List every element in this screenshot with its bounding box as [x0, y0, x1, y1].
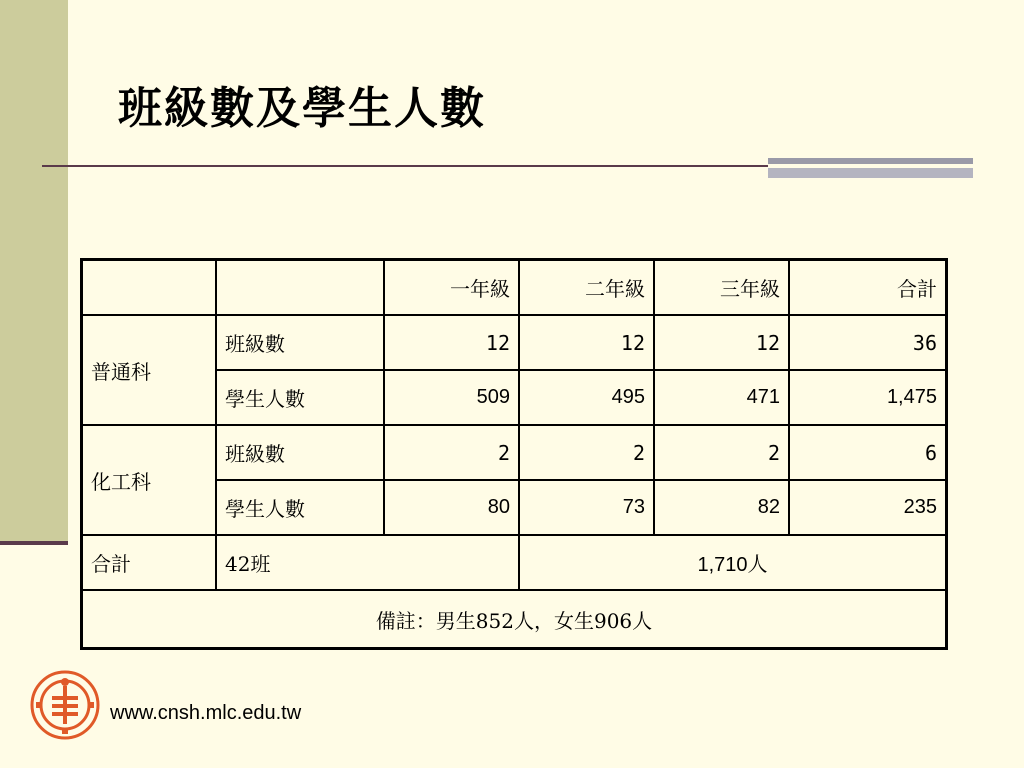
table-cell: 1,475: [789, 370, 947, 425]
row-label: 學生人數: [216, 370, 384, 425]
header-grade-3: 三年級: [654, 260, 789, 316]
row-label: 班級數: [216, 315, 384, 370]
note-text: 備註：男生852人，女生906人: [82, 590, 947, 649]
school-emblem-icon: [28, 668, 102, 742]
table-cell: 80: [384, 480, 519, 535]
header-total: 合計: [789, 260, 947, 316]
table-cell: 6: [789, 425, 947, 480]
slide-title: 班級數及學生人數: [118, 83, 486, 134]
table-cell: 2: [384, 425, 519, 480]
header-grade-1: 一年級: [384, 260, 519, 316]
title-rule: [42, 165, 772, 167]
table-cell: 2: [654, 425, 789, 480]
table-cell: 12: [519, 315, 654, 370]
table-cell: 73: [519, 480, 654, 535]
table-cell: 2: [519, 425, 654, 480]
table-row: [82, 315, 947, 370]
table-cell: 471: [654, 370, 789, 425]
table-total-row: [82, 535, 947, 590]
table-note-row: [82, 590, 947, 649]
title-rule-accent: [768, 158, 973, 178]
table-row: [82, 425, 947, 480]
table-cell: 495: [519, 370, 654, 425]
table-cell: 235: [789, 480, 947, 535]
table-header-row: [82, 260, 947, 316]
header-cell: [82, 260, 217, 316]
table-cell: 12: [384, 315, 519, 370]
header-cell: [216, 260, 384, 316]
dept-chemical: 化工科: [82, 425, 217, 535]
total-classes: 42班: [216, 535, 519, 590]
table-cell: 509: [384, 370, 519, 425]
enrollment-table: [80, 258, 948, 650]
side-decoration-line: [0, 541, 68, 545]
side-decoration-bar: [0, 0, 68, 541]
total-label: 合計: [82, 535, 217, 590]
total-students: 1,710人: [519, 535, 947, 590]
table-cell: 82: [654, 480, 789, 535]
table-cell: 12: [654, 315, 789, 370]
website-url[interactable]: www.cnsh.mlc.edu.tw: [110, 702, 302, 724]
header-grade-2: 二年級: [519, 260, 654, 316]
row-label: 學生人數: [216, 480, 384, 535]
table-cell: 36: [789, 315, 947, 370]
row-label: 班級數: [216, 425, 384, 480]
dept-regular: 普通科: [82, 315, 217, 425]
